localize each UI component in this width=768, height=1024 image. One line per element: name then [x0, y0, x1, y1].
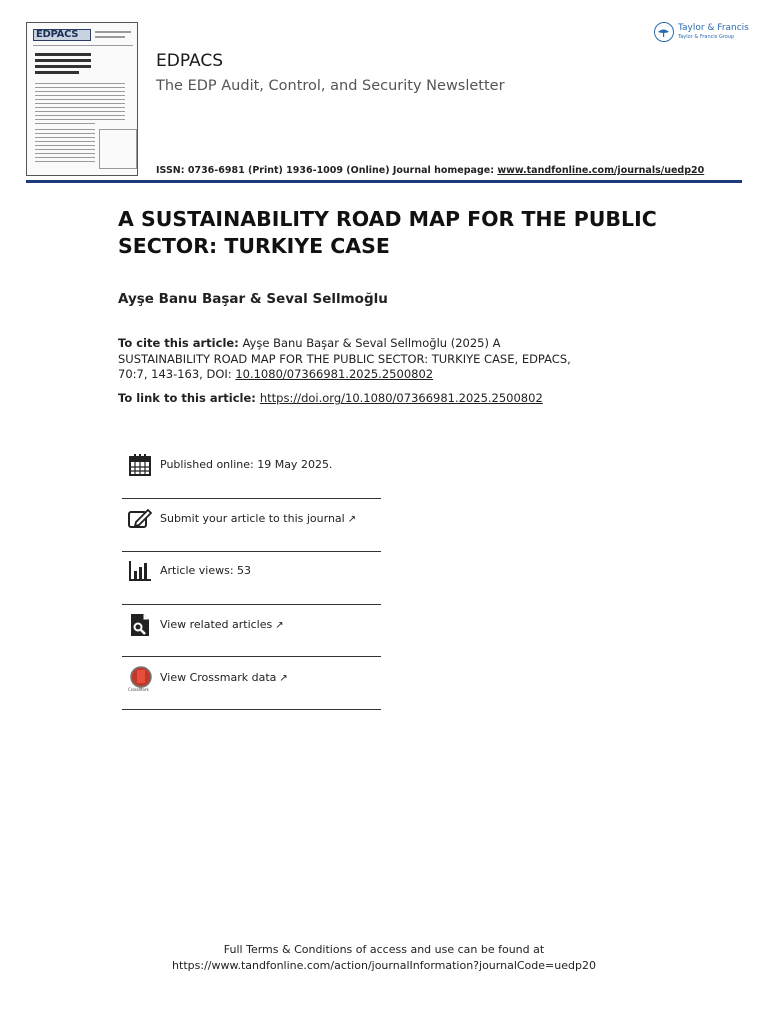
- cover-text-line: [35, 129, 95, 130]
- cover-text-line: [35, 149, 95, 150]
- cover-text-line: [35, 83, 125, 84]
- cover-text-line: [35, 99, 125, 100]
- publisher-group: Taylor & Francis Group: [678, 34, 735, 40]
- published-online-text: Published online: 19 May 2025.: [160, 458, 333, 471]
- related-articles-text: [160, 618, 284, 631]
- external-link-icon: ↗: [279, 673, 288, 684]
- citation-text: Ayşe Banu Başar & Seval Sellmoğlu (2025) A SUSTAINABILITY ROAD MAP FOR THE PUBLIC SECTOR: TURKIYE CASE, EDPACS, 70:7, 143-163, DOI:: [118, 336, 571, 381]
- article-doi-url[interactable]: https://doi.org/10.1080/07366981.2025.2500802: [259, 391, 543, 405]
- cover-text-line: [35, 91, 125, 92]
- publisher-logo: [654, 22, 748, 46]
- cover-text-line: [35, 133, 95, 134]
- cover-text-line: [35, 87, 125, 88]
- bar-chart-icon: [128, 559, 152, 583]
- info-divider: [122, 656, 381, 657]
- article-title: A SUSTAINABILITY ROAD MAP FOR THE PUBLIC SECTOR: TURKIYE CASE: [118, 207, 657, 258]
- published-online-item: [124, 453, 380, 477]
- info-divider: [122, 604, 381, 605]
- cover-rule: [33, 45, 133, 46]
- article-views-item: [124, 559, 380, 583]
- cover-text-line: [35, 157, 95, 158]
- citation-block: [118, 336, 588, 383]
- cover-text-line: [35, 145, 95, 146]
- issn-line: [156, 165, 704, 176]
- cover-text-line: [35, 161, 95, 162]
- article-views-text: Article views: 53: [160, 564, 252, 577]
- cover-text-line: [35, 107, 125, 108]
- header-divider: [26, 180, 742, 183]
- article-authors: Ayşe Banu Başar & Seval Sellmoğlu: [118, 291, 388, 307]
- edit-icon: [128, 507, 152, 531]
- cover-heading-line: [35, 71, 79, 74]
- article-link-line: [118, 391, 543, 405]
- submit-article-link[interactable]: [124, 507, 380, 531]
- journal-cover-thumbnail: [26, 22, 138, 176]
- cover-text-line: [35, 95, 125, 96]
- info-divider: [122, 498, 381, 499]
- document-search-icon: [128, 613, 152, 637]
- cover-text-line: [35, 137, 95, 138]
- cover-rule: [95, 31, 131, 33]
- cover-logo: EDPACS: [33, 29, 91, 41]
- cover-heading-line: [35, 65, 91, 68]
- footer-terms-link[interactable]: https://www.tandfonline.com/action/journalInformation?journalCode=uedp20: [172, 958, 596, 972]
- footer-terms: [0, 942, 768, 973]
- cover-inset-box: [99, 129, 137, 169]
- cover-text-line: [35, 103, 125, 104]
- external-link-icon: ↗: [275, 620, 284, 631]
- related-articles-link[interactable]: [124, 613, 380, 637]
- crossmark-text: [160, 671, 288, 684]
- crossmark-link[interactable]: [124, 666, 380, 690]
- info-divider: [122, 551, 381, 552]
- cover-text-line: [35, 153, 95, 154]
- journal-name: EDPACS: [156, 51, 223, 71]
- publisher-name: Taylor & Francis: [678, 23, 749, 33]
- crossmark-label: View Crossmark data: [160, 671, 277, 684]
- issn-text: ISSN: 0736-6981 (Print) 1936-1009 (Online) Journal homepage:: [156, 165, 498, 176]
- cover-heading-line: [35, 53, 91, 56]
- cover-heading-line: [35, 59, 91, 62]
- submit-article-text: [160, 512, 356, 525]
- journal-subtitle: The EDP Audit, Control, and Security Newsletter: [156, 78, 505, 94]
- cover-rule: [95, 36, 125, 38]
- external-link-icon: ↗: [347, 514, 357, 525]
- calendar-icon: [128, 453, 152, 477]
- footer-line-1: Full Terms & Conditions of access and use can be found at: [223, 943, 545, 956]
- publisher-logo-icon: [654, 22, 674, 42]
- cover-text-line: [35, 123, 95, 124]
- submit-article-label: Submit your article to this journal: [160, 512, 345, 525]
- cover-text-line: [35, 115, 125, 116]
- cover-text-line: [35, 119, 125, 120]
- related-articles-label: View related articles: [160, 618, 273, 631]
- article-link-label: To link to this article:: [118, 391, 260, 405]
- citation-label: To cite this article:: [118, 336, 239, 350]
- info-divider: [122, 709, 381, 710]
- crossmark-badge-text: CrossMark: [128, 687, 149, 692]
- journal-homepage-link[interactable]: www.tandfonline.com/journals/uedp20: [497, 165, 705, 176]
- cover-text-line: [35, 141, 95, 142]
- cover-text-line: [35, 111, 125, 112]
- citation-doi-link[interactable]: 10.1080/07366981.2025.2500802: [235, 367, 434, 381]
